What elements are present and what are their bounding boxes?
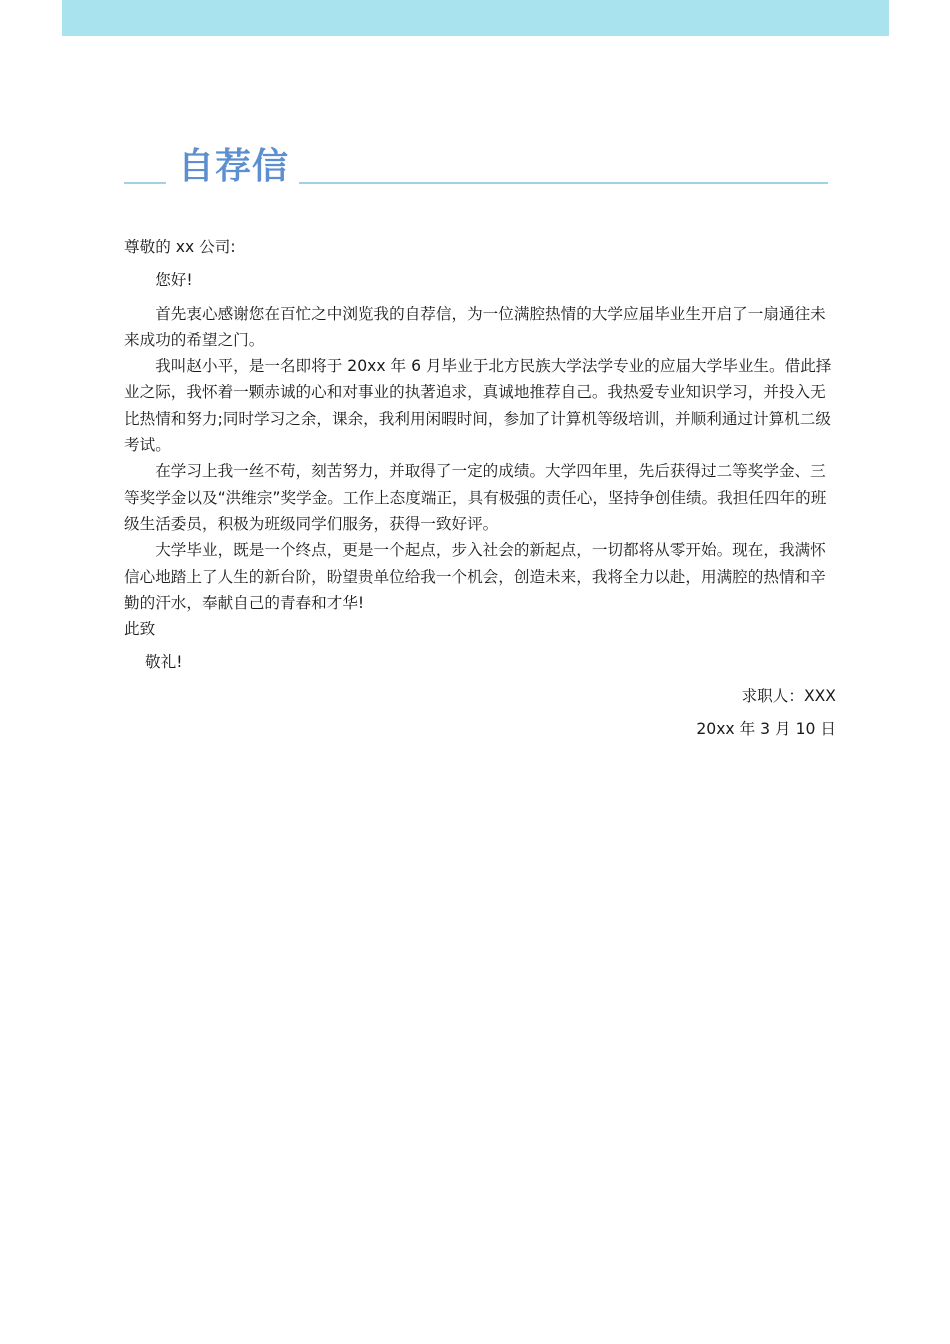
title-rule-right <box>299 182 828 184</box>
salutation: 尊敬的 xx 公司: <box>124 238 236 256</box>
body-paragraph: 大学毕业，既是一个终点，更是一个起点，步入社会的新起点，一切都将从零开始。现在，我满怀信心地踏上了人生的新台阶，盼望贵单位给我一个机会，创造未来，我将全力以赴，用满腔的热情和辛勤的汗水，奉献自己的青春和才华! <box>124 541 826 612</box>
top-banner <box>62 0 889 36</box>
closing-line-1: 此致 <box>124 620 156 639</box>
closing-line-2: 敬礼! <box>145 653 183 672</box>
title-rule-left <box>124 182 166 184</box>
letter-body <box>124 234 836 742</box>
letter-date: 20xx 年 3 月 10 日 <box>696 720 836 739</box>
body-paragraph: 我叫赵小平，是一名即将于 20xx 年 6 月毕业于北方民族大学法学专业的应届大学毕业生。借此择业之际，我怀着一颗赤诚的心和对事业的执著追求，真诚地推荐自己。我热爱专业知识学习，并投入无比热情和努力;同时学习之余，课余，我利用闲暇时间，参加了计算机等级培训，并顺利通过计算机二级考试。 <box>124 357 832 455</box>
document-title: 自荐信 <box>178 146 290 187</box>
body-paragraph: 在学习上我一丝不苟，刻苦努力，并取得了一定的成绩。大学四年里，先后获得过二等奖学金、三等奖学金以及“洪维宗”奖学金。工作上态度端正，具有极强的责任心，坚持争创佳绩。我担任四年的班级生活委员，积极为班级同学们服务，获得一致好评。 <box>124 462 827 533</box>
signature: 求职人：XXX <box>741 686 836 705</box>
body-paragraph: 首先衷心感谢您在百忙之中浏览我的自荐信，为一位满腔热情的大学应届毕业生开启了一扇通往未来成功的希望之门。 <box>124 304 826 349</box>
greeting: 您好! <box>155 271 193 290</box>
